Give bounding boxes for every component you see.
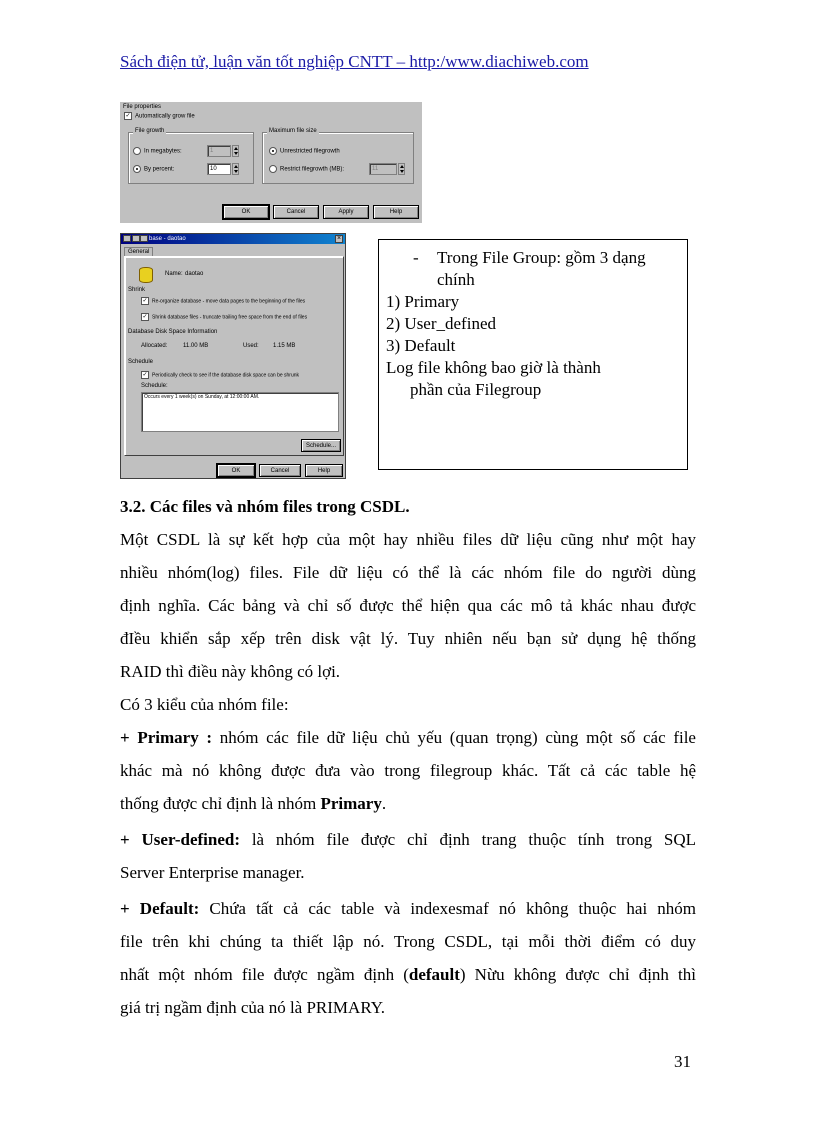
note-bullet: -: [413, 248, 419, 267]
schedule-textbox[interactable]: Occurs every 1 week(s) on Sunday, at 12:00:00 AM.: [141, 392, 339, 432]
radio-icon: [133, 147, 141, 155]
reorganize-label: Re-organize database - move data pages to the beginning of the files: [152, 298, 306, 305]
close-icon[interactable]: ×: [336, 235, 342, 242]
schedule-title: Schedule: [128, 359, 154, 365]
paragraph-line: [120, 892, 696, 925]
db-icon: [140, 235, 148, 242]
cancel-button[interactable]: Cancel: [259, 464, 301, 477]
max-file-size-title: Maximum file size: [269, 128, 317, 134]
restrict-radio[interactable]: [269, 165, 344, 173]
user-defined-text-1: là nhóm file được chỉ định trang thuộc tính trong SQL: [240, 830, 696, 849]
note-line-1: Trong File Group: gồm 3 dạng: [437, 248, 646, 267]
default-text-1: Chứa tất cả các table và indexesmaf nó không thuộc hai nhóm: [199, 899, 696, 918]
percent-spinner[interactable]: [232, 163, 239, 175]
percent-input[interactable]: 10: [207, 163, 231, 175]
file-properties-title: File properties: [123, 104, 162, 110]
periodic-check-label: Periodically check to see if the database disk space can be shrunk: [152, 372, 300, 379]
window-icon: [123, 235, 131, 242]
database-cylinder-icon: [139, 267, 153, 283]
radio-selected-icon: [269, 147, 277, 155]
note-item-default: 3) Default: [386, 336, 456, 355]
help-button[interactable]: Help: [373, 205, 419, 219]
primary-text-1: nhóm các file dữ liệu chủ yếu (quan trọng) cùng một số các file: [212, 728, 696, 747]
paragraph-types-intro: Có 3 kiểu của nhóm file:: [120, 695, 289, 714]
check-icon: ✓: [142, 298, 148, 304]
check-icon: ✓: [142, 314, 148, 320]
help-icon: [132, 235, 140, 242]
schedule-label: Schedule:: [141, 383, 168, 389]
note-line-7: phần của Filegroup: [410, 380, 542, 399]
periodic-check-checkbox[interactable]: [141, 371, 299, 379]
primary-label: + Primary :: [120, 728, 213, 747]
used-value: 1.15 MB: [273, 343, 296, 349]
by-percent-radio[interactable]: [133, 165, 174, 173]
shrink-title: Shrink: [128, 287, 146, 293]
in-megabytes-radio[interactable]: [133, 147, 182, 155]
paragraph-default: [120, 892, 696, 1024]
default-text-3: nhất một nhóm file được ngầm định (: [120, 965, 409, 984]
primary-text-3: thống được chỉ định là nhóm: [120, 794, 321, 813]
paragraph-user-defined: [120, 823, 696, 889]
database-properties-dialog: [120, 233, 346, 479]
paragraph-primary: [120, 721, 696, 820]
file-growth-title: File growth: [135, 128, 165, 134]
schedule-button[interactable]: Schedule...: [301, 439, 341, 452]
paragraph-line: khác mà nó không được đưa vào trong filegroup khác. Tất cả các table hệ: [120, 761, 696, 780]
paragraph-line: giá trị ngầm định của nó là PRIMARY.: [120, 998, 386, 1017]
note-line-2: chính: [437, 270, 475, 289]
radio-selected-icon: [133, 165, 141, 173]
allocated-value: 11.00 MB: [183, 343, 209, 349]
paragraph-line: [120, 721, 696, 754]
ok-button[interactable]: OK: [223, 205, 269, 219]
file-growth-group: [128, 128, 254, 184]
by-percent-label: By percent:: [144, 166, 175, 173]
auto-grow-label: Automatically grow file: [135, 113, 195, 120]
paragraph-line: nhiều nhóm(log) files. File dữ liệu có thể là các nhóm file do người dùng: [120, 563, 696, 582]
paragraph-line: [120, 958, 696, 991]
window-title: base - daotao: [149, 236, 186, 242]
shrink-files-checkbox[interactable]: [141, 313, 307, 321]
header-link[interactable]: Sách điện tử, luận văn tốt nghiệp CNTT – http:/www.diachiweb.com: [120, 52, 589, 71]
check-icon: ✓: [125, 113, 131, 119]
paragraph-line: Server Enterprise manager.: [120, 863, 305, 882]
restrict-spinner[interactable]: [398, 163, 405, 175]
allocated-label: Allocated:: [141, 343, 168, 349]
megabytes-input[interactable]: 1: [207, 145, 231, 157]
unrestricted-radio[interactable]: [269, 147, 340, 155]
note-item-user-defined: 2) User_defined: [386, 314, 496, 333]
title-bar: [121, 234, 345, 244]
note-box: [378, 239, 688, 470]
ok-button[interactable]: OK: [217, 464, 255, 477]
restrict-input[interactable]: 11: [369, 163, 397, 175]
reorganize-checkbox[interactable]: [141, 297, 305, 305]
default-text-3b: ) Nừu không được chỉ định thì: [459, 965, 696, 984]
user-defined-label: + User-defined:: [120, 830, 241, 849]
paragraph-line: file trên khi chúng ta thiết lập nó. Trong CSDL, tại mỗi thời điểm có duy: [120, 932, 696, 951]
radio-icon: [269, 165, 277, 173]
paragraph-line: định nghĩa. Các bảng và chỉ số được thể hiện qua các mô tả khác nhau được: [120, 596, 696, 615]
paragraph-line: [120, 823, 696, 856]
apply-button[interactable]: Apply: [323, 205, 369, 219]
shrink-files-label: Shrink database files - truncate trailing free space from the end of files: [152, 314, 308, 321]
note-item-primary: 1) Primary: [386, 292, 460, 311]
max-file-size-group: [262, 128, 414, 184]
cancel-button[interactable]: Cancel: [273, 205, 319, 219]
used-label: Used:: [243, 343, 259, 349]
default-bold: default: [408, 965, 460, 984]
name-label: Name:: [165, 271, 183, 277]
page-number: 31: [674, 1052, 691, 1071]
general-tab-panel: [124, 256, 344, 456]
check-icon: ✓: [142, 372, 148, 378]
default-label: + Default:: [120, 899, 200, 918]
restrict-label: Restrict filegrowth (MB):: [280, 166, 345, 173]
name-value: daotao: [185, 271, 204, 277]
section-heading: 3.2. Các files và nhóm files trong CSDL.: [120, 497, 410, 516]
in-megabytes-label: In megabytes:: [144, 148, 182, 155]
paragraph-line: Một CSDL là sự kết hợp của một hay nhiều files dữ liệu cũng như một hay: [120, 530, 696, 549]
unrestricted-label: Unrestricted filegrowth: [280, 148, 340, 155]
primary-bold: Primary: [320, 794, 382, 813]
auto-grow-checkbox[interactable]: [124, 112, 195, 120]
file-properties-dialog: [120, 102, 422, 223]
primary-period: .: [381, 794, 387, 813]
note-line-6: Log file không bao giờ là thành: [386, 358, 601, 377]
help-button[interactable]: Help: [305, 464, 343, 477]
paragraph-line: [120, 787, 696, 820]
space-info-title: Database Disk Space Information: [128, 329, 218, 335]
paragraph-line: đIều khiển sắp xếp trên disk vật lý. Tuy nhiên nếu bạn sử dụng hệ thống: [120, 629, 696, 648]
paragraph-intro: [120, 523, 696, 721]
megabytes-spinner[interactable]: [232, 145, 239, 157]
tab-general[interactable]: General: [124, 247, 153, 256]
paragraph-line: RAID thì điều này không có lợi.: [120, 662, 341, 681]
